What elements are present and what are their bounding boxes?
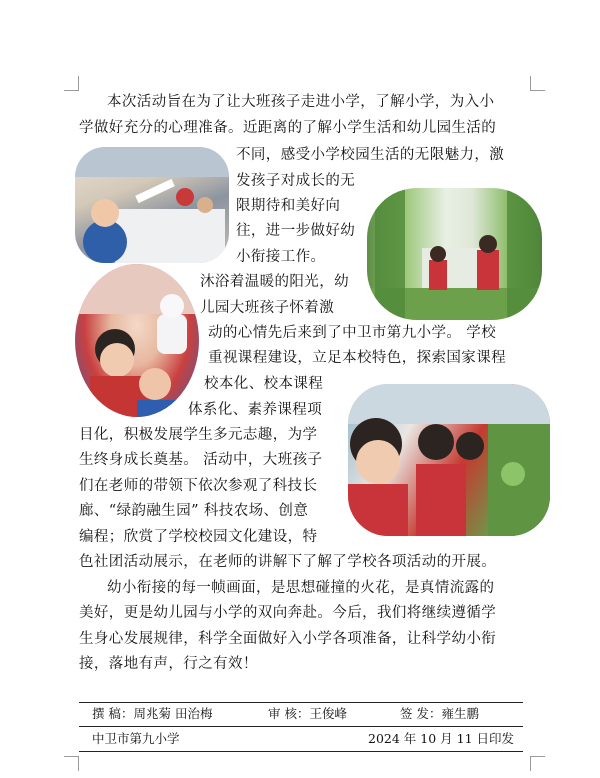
- body-line-10: 动的心情先后来到了中卫市第九小学。 学校: [208, 325, 497, 341]
- body-line-23: 接，落地有声，行之有效！: [79, 656, 258, 672]
- school-name: 中卫市第九小学: [92, 731, 180, 746]
- body-line-17: 廊、“绿韵融生园” 科技农场、创意: [79, 503, 309, 519]
- photo-green-farm: [367, 188, 542, 320]
- photo-robot-programming-art: [75, 264, 199, 417]
- body-line-18: 编程；欣赏了学校校园文化建设，特: [79, 529, 318, 545]
- crop-mark-top-right: [530, 76, 545, 91]
- body-line-12: 校本化、校本课程: [204, 376, 324, 392]
- body-line-4: 发孩子对成长的无: [236, 173, 356, 189]
- photo-observing-plants: [348, 384, 550, 536]
- body-line-7: 小衔接工作。: [236, 249, 326, 265]
- body-line-5: 限期待和美好向: [236, 198, 341, 214]
- body-line-2: 学做好充分的心理准备。近距离的了解小学生活和幼儿园生活的: [79, 120, 497, 136]
- footer-middle-rule: [79, 726, 523, 727]
- body-line-16: 们在老师的带领下依次参观了科技长: [79, 478, 318, 494]
- issue-label: 签 发：雍生鹏: [400, 706, 479, 721]
- body-line-13: 体系化、素养课程项: [188, 402, 323, 418]
- footer-top-rule: [79, 702, 523, 703]
- body-line-6: 往，进一步做好幼: [236, 223, 356, 239]
- footer-bottom-rule: [79, 751, 523, 752]
- body-line-3: 不同，感受小学校园生活的无限魅力，激: [236, 147, 505, 163]
- review-label: 审 核：王俊峰: [268, 706, 347, 721]
- photo-observing-plants-art: [348, 384, 550, 536]
- body-line-9: 儿园大班孩子怀着激: [200, 300, 335, 316]
- body-line-19: 色社团活动展示，在老师的讲解下了解了学校各项活动的开展。: [79, 554, 497, 570]
- print-date: 2024 年 10 月 11 日印发: [368, 731, 514, 746]
- photo-science-corridor-art: [75, 147, 229, 263]
- body-line-11: 重视课程建设，立足本校特色，探索国家课程: [208, 350, 506, 366]
- crop-mark-bottom-right: [530, 756, 545, 771]
- crop-mark-bottom-left: [64, 756, 79, 771]
- body-line-20: 幼小衔接的每一帧画面，是思想碰撞的火花，是真情流露的: [107, 580, 495, 596]
- body-line-8: 沐浴着温暖的阳光，幼: [200, 274, 349, 290]
- author-label: 撰 稿：周兆菊 田治梅: [92, 706, 213, 721]
- body-line-15: 生终身成长奠基。 活动中，大班孩子: [79, 452, 323, 468]
- photo-green-farm-art: [367, 188, 542, 320]
- photo-science-corridor: [75, 147, 229, 263]
- body-line-1: 本次活动旨在为了让大班孩子走进小学，了解小学，为入小: [107, 94, 495, 110]
- photo-robot-programming: [75, 264, 199, 417]
- body-line-14: 目化，积极发展学生多元志趣，为学: [79, 427, 318, 443]
- body-line-21: 美好，更是幼儿园与小学的双向奔赴。今后，我们将继续遵循学: [79, 605, 497, 621]
- body-line-22: 生身心发展规律，科学全面做好入小学各项准备，让科学幼小衔: [79, 631, 497, 647]
- crop-mark-top-left: [64, 76, 79, 91]
